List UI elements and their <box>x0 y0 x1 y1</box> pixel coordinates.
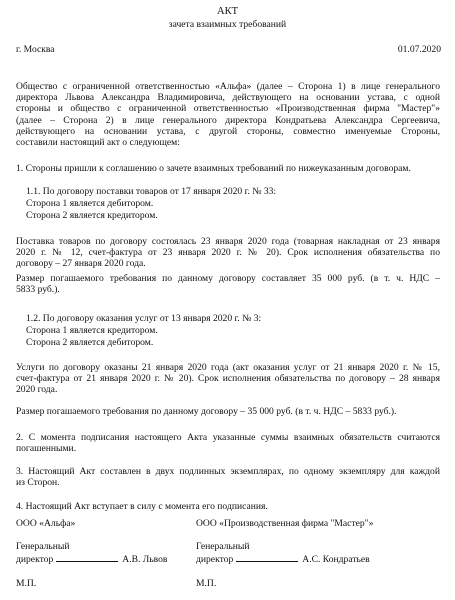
right-role-line2: директор <box>196 554 234 565</box>
subpoint-1-1-party2: Сторона 2 является кредитором. <box>26 210 158 221</box>
services-line: 2020 года. <box>16 384 58 396</box>
right-signer-name: А.С. Кондратьев <box>302 554 370 565</box>
right-stamp: М.П. <box>196 578 217 589</box>
supply-line: Поставка товаров по договору состоялась 23 января 2020 года (товарная накладная от 23 января <box>16 236 440 247</box>
left-role-line1: Генеральный <box>16 541 70 552</box>
intro-line: составили настоящий акт о следующем: <box>16 137 180 149</box>
city: г. Москва <box>16 44 55 55</box>
subpoint-1-2-heading: 1.2. По договору оказания услуг от 13 января 2020 г. № 3: <box>26 313 262 324</box>
intro-line: стороны и общество с ограниченной ответственностью «Производственная фирма "Мастер"» <box>16 103 440 115</box>
point-2-line: 2. С момента подписания настоящего Акта указанные суммы взаимных обязательств считаются <box>16 432 440 443</box>
right-signature-blank <box>236 553 298 562</box>
intro-paragraph <box>16 81 440 148</box>
subpoint-1-2-party2: Сторона 2 является дебитором. <box>26 337 154 348</box>
point-1: 1. Стороны пришли к соглашению о зачете взаимных требований по нижеуказанным договорам. <box>16 163 411 174</box>
right-company: ООО «Производственная фирма "Мастер"» <box>196 518 374 529</box>
point-4: 4. Настоящий Акт вступает в силу с момента его подписания. <box>16 501 268 512</box>
left-signature-line <box>16 553 167 565</box>
services-line: Услуги по договору оказаны 21 января 2020 года (акт оказания услуг от 21 января 2020 г. № 15, <box>16 362 440 373</box>
document-subtitle: зачета взаимных требований <box>168 19 287 30</box>
document-date: 01.07.2020 <box>397 44 441 55</box>
left-stamp: М.П. <box>16 578 37 589</box>
amount-1-paragraph <box>16 273 440 295</box>
intro-line: действующего на основании устава, с другой стороны, совместно именуемые Стороны, <box>16 125 440 137</box>
supply-line: 2020 г. № 12, счет-фактура от 23 января 2020 г. № 20). Срок исполнения обязательства по <box>16 247 440 259</box>
intro-line: Общество с ограниченной ответственностью «Альфа» (далее – Сторона 1) в лице генерального <box>16 81 440 92</box>
subpoint-1-1-party1: Сторона 1 является дебитором. <box>26 198 154 209</box>
subpoint-1-2-party1: Сторона 1 является кредитором. <box>26 325 158 336</box>
right-role-line1: Генеральный <box>196 541 250 552</box>
services-paragraph <box>16 362 440 396</box>
right-signature-line <box>196 553 370 565</box>
document-title: АКТ <box>217 6 238 17</box>
services-line: счет-фактура от 21 января 2020 г. № 20). Срок исполнения обязательства по договору – 28 января <box>16 373 440 385</box>
intro-line: (далее – Сторона 2) в лице генерального директора Кондратьева Александра Сергеевича, <box>16 114 440 126</box>
supply-line: договору – 27 января 2020 года. <box>16 258 146 270</box>
left-signer-name: А.В. Львов <box>122 554 168 565</box>
subpoint-1-1-heading: 1.1. По договору поставки товаров от 17 января 2020 г. № 33: <box>26 186 277 197</box>
point-3-line: 3. Настоящий Акт составлен в двух подлинных экземплярах, по одному экземпляру для каждой <box>16 466 440 477</box>
point-2-line: погашенными. <box>16 443 77 455</box>
intro-line: директора Львова Александра Владимировича, действующего на основании устава, с одной <box>16 92 440 104</box>
point-3-line: из Сторон. <box>16 477 60 489</box>
amount-1-line: Размер погашаемого требования по данному договору составляет 35 000 руб. (в т. ч. НДС – <box>16 273 440 284</box>
left-role-line2: директор <box>16 554 54 565</box>
left-company: ООО «Альфа» <box>16 518 76 529</box>
point-3-paragraph <box>16 466 440 488</box>
supply-paragraph <box>16 236 440 270</box>
left-signature-blank <box>56 553 118 562</box>
point-2-paragraph <box>16 432 440 454</box>
amount-2: Размер погашаемого требования по данному договору – 35 000 руб. (в т. ч. НДС – 5833 руб.). <box>16 406 397 417</box>
amount-1-line: 5833 руб.). <box>16 284 60 296</box>
